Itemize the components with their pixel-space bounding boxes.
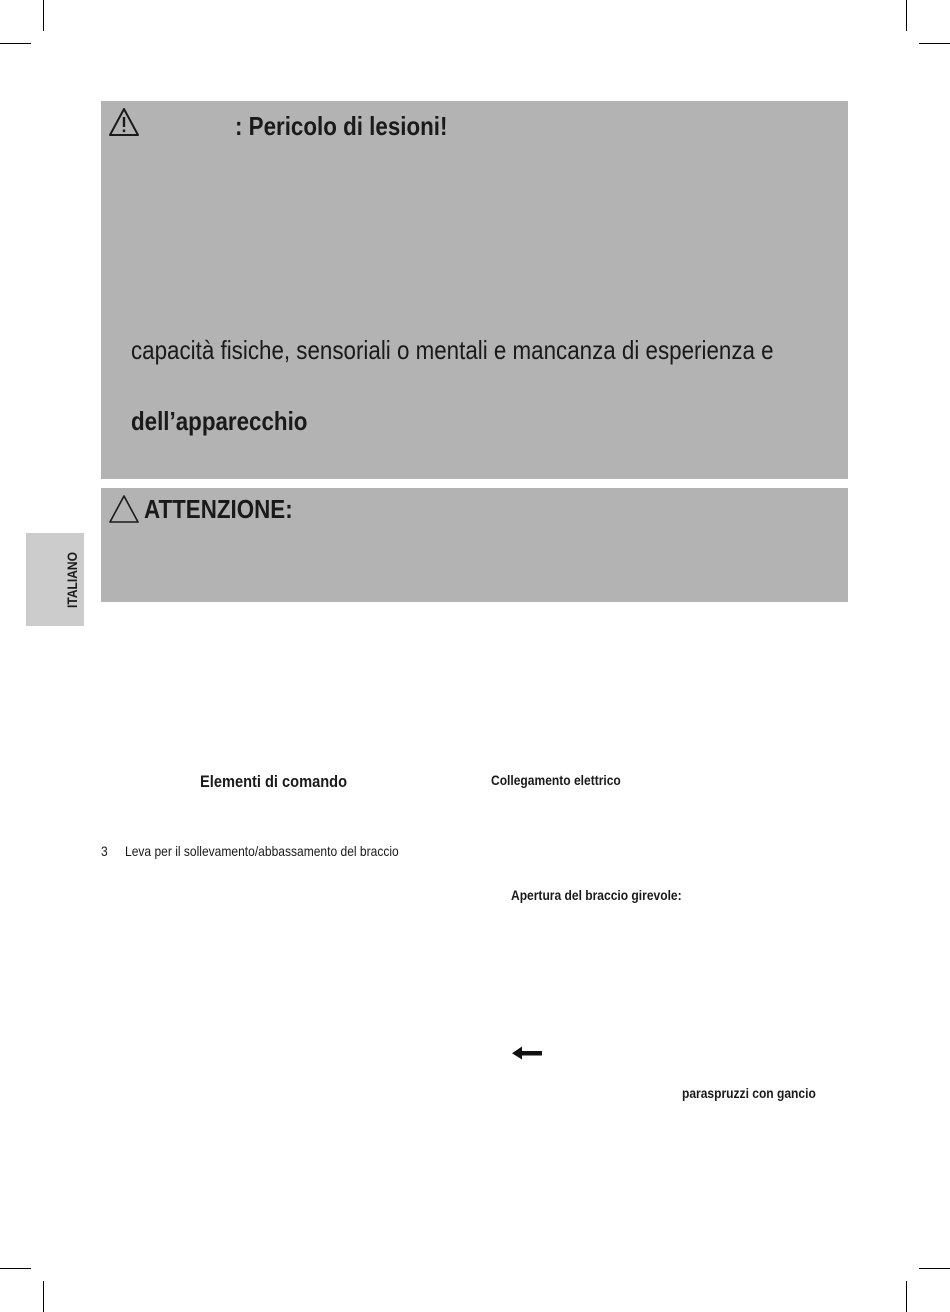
- crop-mark: [906, 0, 907, 31]
- attention-warning-box: [101, 488, 848, 602]
- language-tab-label: ITALIANO: [64, 552, 80, 608]
- crop-mark: [43, 0, 44, 31]
- crop-mark: [919, 43, 950, 44]
- arrow-left-icon: [512, 1046, 544, 1060]
- attention-title: ATTENZIONE:: [144, 494, 293, 524]
- danger-title: : Pericolo di lesioni!: [235, 111, 448, 141]
- crop-mark: [906, 1281, 907, 1312]
- crop-mark: [919, 1268, 950, 1269]
- section-heading-electrical: Collegamento elettrico: [491, 772, 621, 788]
- warning-triangle-icon: [108, 107, 140, 137]
- section-heading-swivel-arm: Apertura del braccio girevole:: [511, 887, 682, 903]
- crop-mark: [0, 1268, 31, 1269]
- danger-text-line: dell’apparecchio: [131, 406, 308, 436]
- language-tab: [26, 533, 84, 626]
- crop-mark: [0, 43, 31, 44]
- list-item-text: Leva per il sollevamento/abbassamento del braccio: [125, 843, 399, 859]
- danger-warning-box: [101, 101, 848, 479]
- crop-mark: [43, 1281, 44, 1312]
- section-heading-controls: Elementi di comando: [200, 772, 348, 791]
- list-item-number: 3: [101, 843, 108, 859]
- splash-guard-label: paraspruzzi con gancio: [682, 1085, 816, 1101]
- danger-text-line: capacità fisiche, sensoriali o mentali e mancanza di esperienza e: [131, 335, 774, 365]
- warning-triangle-icon: [108, 494, 140, 524]
